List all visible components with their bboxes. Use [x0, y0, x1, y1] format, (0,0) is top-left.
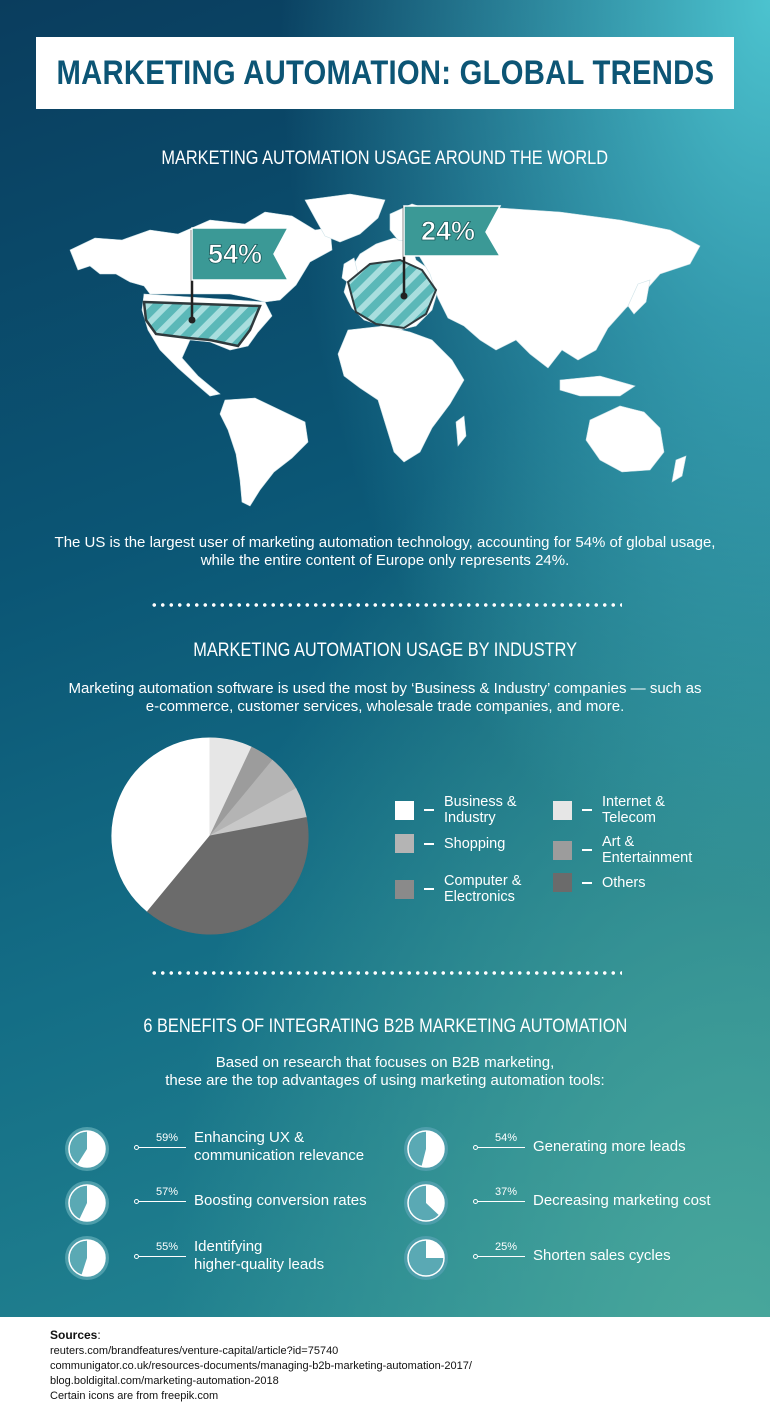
- legend-dash: [582, 809, 592, 811]
- connector-line: [139, 1201, 186, 1202]
- legend-label: Shopping: [444, 835, 506, 852]
- legend-item: [553, 834, 712, 866]
- sources-footer: [0, 1317, 770, 1415]
- industry-pie-chart: [100, 728, 320, 948]
- legend-label: Others: [602, 874, 646, 891]
- source-line: communigator.co.uk/resources-documents/managing-b2b-marketing-automation-2017/: [50, 1360, 472, 1372]
- legend-swatch: [395, 801, 414, 820]
- pie-progress-icon: [403, 1235, 449, 1281]
- benefit-label: Generating more leads: [533, 1138, 686, 1155]
- pie-progress-icon: [64, 1180, 110, 1226]
- se-asia-islands-shape: [560, 376, 635, 396]
- us-flag-pin: [189, 317, 196, 324]
- legend-label: Art & Entertainment: [602, 834, 693, 866]
- legend-item: [553, 873, 712, 892]
- industry-description: Marketing automation software is used the most by ‘Business & Industry’ companies — such as e-commerce, customer services, wholesale trade companies, and more.: [68, 680, 702, 715]
- pie-progress-icon: [403, 1180, 449, 1226]
- legend-label: Internet & Telecom: [602, 794, 665, 826]
- us-flag-label: 54%: [207, 239, 263, 269]
- legend-swatch: [553, 841, 572, 860]
- legend-swatch: [553, 873, 572, 892]
- divider-2: [150, 970, 622, 976]
- benefit-percent: 37%: [495, 1186, 518, 1198]
- connector-line: [478, 1256, 525, 1257]
- source-line: reuters.com/brandfeatures/venture-capital/article?id=75740: [50, 1345, 339, 1357]
- new-zealand-shape: [672, 456, 686, 482]
- connector-line: [139, 1147, 186, 1148]
- map-caption: The US is the largest user of marketing automation technology, accounting for 54% of global usage, while the entire content of Europe only represents 24%.: [54, 534, 716, 569]
- connector-line: [478, 1201, 525, 1202]
- page-title: MARKETING AUTOMATION: GLOBAL TRENDS: [56, 53, 714, 92]
- legend-dash: [582, 849, 592, 851]
- benefit-percent: 55%: [156, 1241, 179, 1253]
- australia-shape: [586, 406, 664, 472]
- benefit-percent: 25%: [495, 1241, 518, 1253]
- map-section-title: MARKETING AUTOMATION USAGE AROUND THE WORLD: [161, 148, 609, 169]
- benefit-label: Shorten sales cycles: [533, 1247, 671, 1264]
- legend-label: Computer & Electronics: [444, 873, 522, 905]
- south-america-shape: [220, 398, 308, 506]
- source-line: Certain icons are from freepik.com: [50, 1390, 219, 1402]
- benefit-percent: 54%: [495, 1132, 518, 1144]
- world-map: [60, 190, 720, 510]
- legend-swatch: [395, 880, 414, 899]
- benefit-percent: 57%: [156, 1186, 179, 1198]
- legend-item: [395, 834, 554, 853]
- madagascar-shape: [456, 416, 466, 446]
- source-line: blog.boldigital.com/marketing-automation-2018: [50, 1375, 279, 1387]
- legend-dash: [424, 843, 434, 845]
- benefit-label: Boosting conversion rates: [194, 1192, 367, 1209]
- benefits-section-title: 6 BENEFITS OF INTEGRATING B2B MARKETING AUTOMATION: [143, 1016, 627, 1037]
- eu-flag-pin: [401, 293, 408, 300]
- legend-swatch: [395, 834, 414, 853]
- connector-line: [139, 1256, 186, 1257]
- legend-item: [395, 794, 554, 826]
- eu-flag-label: 24%: [420, 216, 476, 246]
- pie-progress-icon: [64, 1235, 110, 1281]
- legend-swatch: [553, 801, 572, 820]
- benefit-percent: 59%: [156, 1132, 179, 1144]
- sources-heading: Sources:: [50, 1328, 101, 1342]
- legend-dash: [424, 888, 434, 890]
- benefit-label: Enhancing UX & communication relevance: [194, 1129, 365, 1164]
- africa-shape: [338, 326, 464, 462]
- pie-progress-icon: [403, 1126, 449, 1172]
- industry-section-title: MARKETING AUTOMATION USAGE BY INDUSTRY: [193, 640, 577, 661]
- legend-dash: [582, 882, 592, 884]
- benefit-label: Identifying higher-quality leads: [194, 1238, 325, 1273]
- legend-item: [553, 794, 712, 826]
- divider-1: [150, 602, 622, 608]
- legend-item: [395, 873, 554, 905]
- legend-dash: [424, 809, 434, 811]
- connector-line: [478, 1147, 525, 1148]
- pie-progress-icon: [64, 1126, 110, 1172]
- benefit-label: Decreasing marketing cost: [533, 1192, 711, 1209]
- legend-label: Business & Industry: [444, 794, 517, 826]
- benefits-description: Based on research that focuses on B2B marketing, these are the top advantages of using marketing automation tools:: [165, 1054, 605, 1089]
- title-banner: [36, 37, 734, 109]
